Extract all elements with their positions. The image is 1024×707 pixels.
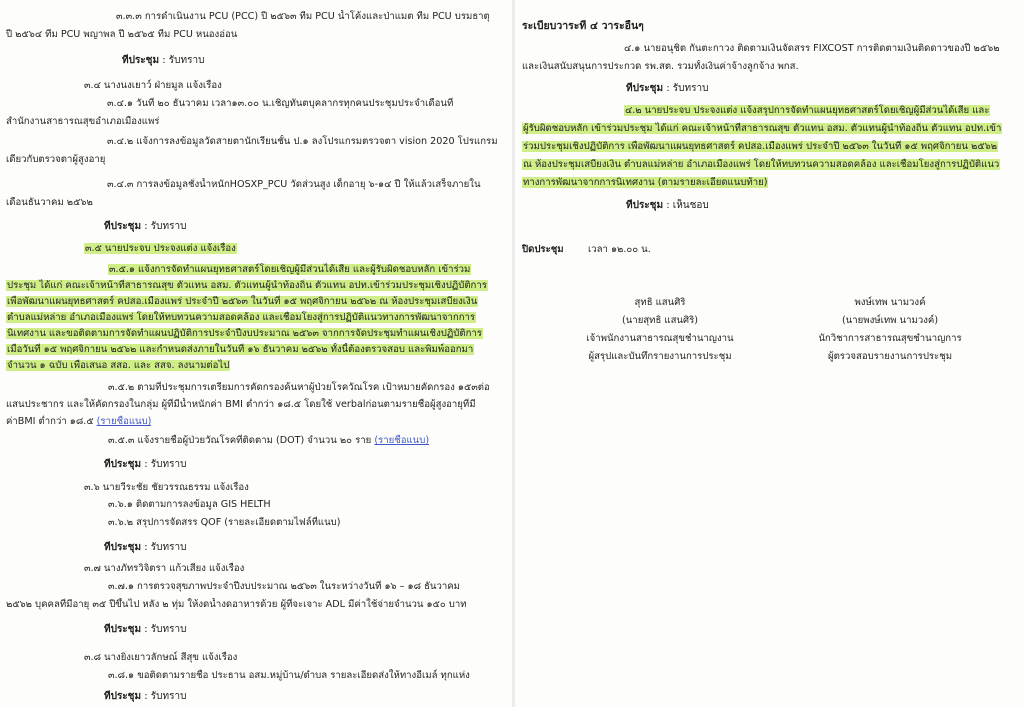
item-3-5-3 <box>108 434 429 447</box>
item-4-2-line-2 <box>522 122 1002 135</box>
meeting-closed <box>522 243 651 256</box>
item-3-4-2-line-1: ๓.๔.๒ แจ้งการลงข้อมูลวัดสายตานักเรียนชั้น ป.๑ ลงโปรแกรมตรวจตา vision 2020 โปรแกรม <box>107 136 498 147</box>
item-3-4-3-line-2: เดือนธันวาคม ๒๕๖๒ <box>6 197 93 208</box>
resolution-label: ที่ประชุม <box>104 221 142 232</box>
highlight: ๓.๕ นายประจบ ประจงแต่ง แจ้งเรื่อง <box>85 243 236 254</box>
resolution <box>104 541 186 554</box>
highlight: นิเทศงาน และขอติดตามการจัดทำแผนปฏิบัติการประจำปีงบประมาณ ๒๕๖๓ จากการจัดประชุมทำแผนเชิงปฏิบัติการ <box>7 328 482 339</box>
resolution-value: : เห็นชอบ <box>666 200 709 211</box>
item-3-5-1-line-5 <box>6 327 483 340</box>
attachment-link[interactable]: (รายชื่อแนบ) <box>374 435 430 446</box>
highlight: ผู้รับผิดชอบหลัก เข้าร่วมประชุม ได้แก่ คณะเจ้าหน้าที่สาธารณสุข ตัวแทน อสม. ตัวแทนผู้นำท้องถิ่น ตัวแทน อปท.เข้า <box>523 123 1002 134</box>
item-3-5-2-line-3 <box>6 415 151 428</box>
section-3-6-heading: ๓.๖ นายวีระชัย ชัยวรรณธรรม แจ้งเรื่อง <box>84 482 249 493</box>
item-3-5-1-line-4 <box>6 311 476 324</box>
highlight: เพื่อพัฒนาแผนยุทธศาสตร์ คปสอ.เมืองแพร่ ประจำปี ๒๕๖๓ ในวันที่ ๑๕ พฤศจิกายน ๒๕๖๒ ณ ห้องประชุมเสบียงเงิน <box>7 296 478 307</box>
item-3-5-2-line-2: แสนประชากร และให้คัดกรองในกลุ่ม ผู้ที่มีน้ำหนักค่า BMI ต่ำกว่า ๑๘.๕ โดยใช้ verbalก่อนตามรายชื่อผู้สูงอายุที่มี <box>6 399 476 410</box>
resolution-label: ที่ประชุม <box>104 542 142 553</box>
closed-label: ปิดประชุม <box>522 244 564 255</box>
resolution <box>104 690 186 703</box>
closed-time: เวลา ๑๒.๐๐ น. <box>587 244 651 255</box>
section-3-4-heading: ๓.๔ นางนงเยาว์ ฝ่ายมูล แจ้งเรื่อง <box>84 80 222 91</box>
item-4-1-line-2: และเงินสนับสนุนการประกวด รพ.สต. รวมทั้งเงินค่าจ้างลูกจ้าง พกส. <box>522 61 799 72</box>
attachment-link[interactable]: (รายชื่อแนบ) <box>96 416 152 427</box>
signature-1-position: เจ้าพนักงานสาธารณสุขชำนาญงาน <box>586 333 734 344</box>
item-3-5-1-line-1 <box>108 263 471 276</box>
item-3-7-1-line-2: ๒๕๖๒ บุคคลที่มีอายุ ๓๕ ปีขึ้นไป หลัง ๒ ทุ่ม ให้งดน้ำงดอาหารด้วย ผู้ที่จะเจาะ ADL มีค่าใช้จ่ายจำนวน ๑๕๐ บาท <box>6 599 467 610</box>
signature-2-role: ผู้ตรวจสอบรายงานการประชุม <box>827 351 953 362</box>
resolution-label: ที่ประชุม <box>104 624 142 635</box>
highlight: ๓.๕.๑ แจ้งการจัดทำแผนยุทธศาสตร์โดยเชิญผู้มีส่วนได้เสีย และผู้รับผิดชอบหลัก เข้าร่วม <box>109 264 471 275</box>
highlight: ร่วมประชุมเชิงปฏิบัติการ เพื่อพัฒนาแผนยุทธศาสตร์ คปสอ.เมืองแพร่ ประจำปี ๒๕๖๓ ในวันที่ ๑๕ พฤศจิกายน ๒๕๖๒ <box>523 141 998 152</box>
agenda-4-heading: ระเบียบวาระที่ ๔ วาระอื่นๆ <box>522 20 644 32</box>
item-3-5-3-text: ๓.๕.๓ แจ้งรายชื่อผู้ป่วยวัณโรคที่ติดตาม (DOT) จำนวน ๒๐ ราย <box>108 435 372 446</box>
resolution <box>626 82 708 95</box>
highlight: ณ ห้องประชุมเสบียงเงิน ตำบลแม่หล่าย อำเภอเมืองแพร่ โดยให้ทบทวนความสอดคล้อง และเชื่อมโยงสู่การปฏิบัติแนว <box>523 159 1000 170</box>
item-3-5-1-line-3 <box>6 295 478 308</box>
resolution <box>626 199 709 212</box>
resolution-value: : รับทราบ <box>144 221 187 232</box>
highlight: จำนวน ๑ ฉบับ เพื่อเสนอ สสอ. และ สสจ. ลงนามต่อไป <box>7 360 230 371</box>
signature-2-sign: พงษ์เทพ นามวงค์ <box>854 297 926 308</box>
item-4-2-line-1 <box>624 104 990 117</box>
resolution-label: ที่ประชุม <box>626 83 664 94</box>
section-3-7-heading: ๓.๗ นางภัทรวิจิตรา แก้วเสียง แจ้งเรื่อง <box>84 563 245 574</box>
highlight: ทางการพัฒนาจากการนิเทศงาน (ตามรายละเอียดแนบท้าย) <box>523 177 768 188</box>
section-3-8-heading: ๓.๘ นางยิ่งเยาวลักษณ์ สีสุข แจ้งเรื่อง <box>84 652 238 663</box>
item-3-4-1-line-2: สำนักงานสาธารณสุขอำเภอเมืองแพร่ <box>6 116 160 127</box>
highlight: ตำบลแม่หล่าย อำเภอเมืองแพร่ โดยให้ทบทวนความสอดคล้อง และเชื่อมโยงสู่การปฏิบัติแนวทางการพัฒนาจากการ <box>7 312 476 323</box>
resolution <box>104 458 186 471</box>
resolution-label: ที่ประชุม <box>104 459 142 470</box>
item-4-2-line-5 <box>522 176 768 189</box>
item-3-4-2-line-2: เดียวกับตรวจตาผู้สูงอายุ <box>6 154 106 165</box>
item-3-6-2: ๓.๖.๒ สรุปการจัดสรร QOF (รายละเอียดตามไฟล์ที่แนบ) <box>108 517 341 528</box>
item-4-2-line-4 <box>522 158 1000 171</box>
resolution <box>122 54 204 67</box>
signature-1-sign: สุทธิ แสนศิริ <box>634 297 686 308</box>
signature-1-name: (นายสุทธิ แสนศิริ) <box>622 315 698 326</box>
resolution-label: ที่ประชุม <box>626 200 664 211</box>
signature-2-position: นักวิชาการสาธารณสุขชำนาญการ <box>818 333 962 344</box>
resolution-label: ที่ประชุม <box>104 691 142 702</box>
highlight: เมื่อวันที่ ๑๕ พฤศจิกายน ๒๕๖๒ และกำหนดส่งภายในวันที่ ๑๖ ธันวาคม ๒๕๖๒ ทั้งนี้ต้องตรวจสอบ และพิมพ์ออกมา <box>7 344 474 355</box>
item-4-2-line-3 <box>522 140 998 153</box>
resolution-value: : รับทราบ <box>144 691 187 702</box>
resolution-value: : รับทราบ <box>144 459 187 470</box>
resolution <box>104 220 186 233</box>
item-4-1-line-1: ๔.๑ นายอนุชิต กันตะกาวง ติดตามเงินจัดสรร FIXCOST การติดตามเงินติดดาวของปี ๒๕๖๒ <box>624 43 1000 54</box>
signature-1-role: ผู้สรุปและบันทึกรายงานการประชุม <box>588 351 732 362</box>
highlight: ประชุม ได้แก่ คณะเจ้าหน้าที่สาธารณสุข ตัวแทน อสม. ตัวแทนผู้นำท้องถิ่น ตัวแทน อปท.เข้าร่วมประชุมเชิงปฏิบัติการ <box>7 280 487 291</box>
intro-line-2: ปี ๒๕๖๔ ทีม PCU พญาพล ปี ๒๕๖๕ ทีม PCU หนองอ่อน <box>6 29 238 40</box>
resolution-value: : รับทราบ <box>144 542 187 553</box>
section-3-5-heading <box>84 242 237 255</box>
resolution-value: : รับทราบ <box>144 624 187 635</box>
right-page <box>514 0 1024 707</box>
item-3-7-1-line-1: ๓.๗.๑ การตรวจสุขภาพประจำปีงบประมาณ ๒๕๖๓ ในระหว่างวันที่ ๑๖ – ๑๘ ธันวาคม <box>108 581 461 592</box>
item-3-8-1: ๓.๘.๑ ขอติดตามรายชื่อ ประธาน อสม.หมู่บ้าน/ตำบล รายละเอียดส่งให้ทางอีเมล์ ทุกแห่ง <box>108 670 470 681</box>
item-3-4-3-line-1: ๓.๔.๓ การลงข้อมูลชั่งน้ำหนักHOSXP_PCU วัดส่วนสูง เด็กอายุ ๖-๑๔ ปี ให้แล้วเสร็จภายใน <box>107 179 481 190</box>
item-3-5-1-line-7 <box>6 359 230 372</box>
item-3-6-1: ๓.๖.๑ ติดตามการลงข้อมูล GIS HELTH <box>108 499 271 510</box>
highlight: ๔.๒ นายประจบ ประจงแต่ง แจ้งสรุปการจัดทำแผนยุทธศาสตร์โดยเชิญผู้มีส่วนได้เสีย และ <box>625 105 990 116</box>
resolution-value: : รับทราบ <box>666 83 709 94</box>
intro-line-1: ๓.๓.๓ การดำเนินงาน PCU (PCC) ปี ๒๕๖๓ ทีม PCU น้ำโค้งและป่าแมต ทีม PCU บรมธาตุ <box>116 11 490 22</box>
item-3-5-2-text: ค่าBMI ต่ำกว่า ๑๘.๕ <box>6 416 94 427</box>
resolution-value: : รับทราบ <box>162 55 205 66</box>
item-3-5-1-line-2 <box>6 279 488 292</box>
signature-2-name: (นายพงษ์เทพ นามวงค์) <box>841 315 939 326</box>
resolution-label: ที่ประชุม <box>122 55 160 66</box>
item-3-4-1-line-1: ๓.๔.๑ วันที่ ๒๐ ธันวาคม เวลา๑๓.๐๐ น.เชิญทันตบุคลากรทุกคนประชุมประจำเดือนที่ <box>107 98 454 109</box>
item-3-5-1-line-6 <box>6 343 474 356</box>
item-3-5-2-line-1: ๓.๕.๒ ตามที่ประชุมการเตรียมการคัดกรองค้นหาผู้ป่วยโรควัณโรค เป้าหมายคัดกรอง ๑๕๓ต่อ <box>108 382 490 393</box>
resolution <box>104 623 186 636</box>
